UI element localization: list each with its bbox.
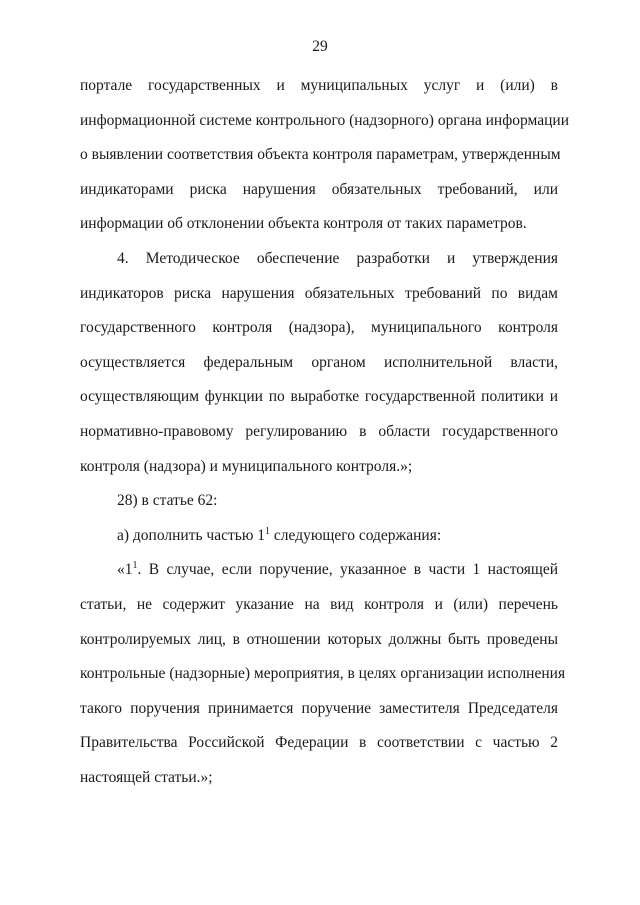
text-line <box>80 519 558 554</box>
text-line: государственного контроля (надзора), муниципального контроля <box>80 319 558 337</box>
text-line: Правительства Российской Федерации в соответствии с частью 2 <box>80 734 558 752</box>
text-line: осуществляется федеральным органом исполнительной власти, <box>80 353 558 371</box>
paragraph-subitem-a <box>80 519 558 554</box>
text-line: осуществляющим функции по выработке государственной политики и <box>80 388 558 406</box>
text-line: нормативно-правовому регулированию в области государственного <box>80 422 558 440</box>
text-line: 4. Методическое обеспечение разработки и утверждения <box>117 249 558 267</box>
text-fragment: . В случае, если поручение, указанное в части 1 настоящей <box>137 561 558 579</box>
text-line: такого поручения принимается поручение заместителя Председателя <box>80 699 558 717</box>
text-line: информационной системе контрольного (надзорного) органа информации <box>80 111 569 129</box>
text-line: о выявлении соответствия объекта контроля параметрам, утвержденным <box>80 146 561 164</box>
text-line: индикаторами риска нарушения обязательных требований, или <box>80 180 558 198</box>
paragraph-portal-info <box>80 69 569 242</box>
text-line: индикаторов риска нарушения обязательных требований по видам <box>80 284 558 302</box>
superscript: 1 <box>265 525 271 537</box>
text-fragment: следующего содержания: <box>270 526 442 544</box>
text-line: контролируемых лиц, в отношении которых должны быть проведены <box>80 630 558 648</box>
text-line <box>80 553 558 588</box>
paragraph-article-62 <box>80 484 558 519</box>
paragraph-item-4 <box>80 242 558 484</box>
document-body <box>80 69 569 795</box>
text-line: настоящей статьи.»; <box>80 768 213 786</box>
text-line: информации об отклонении объекта контроля от таких параметров. <box>80 215 527 233</box>
page-number: 29 <box>312 38 328 55</box>
superscript: 1 <box>132 560 138 572</box>
text-fragment: а) дополнить частью 1 <box>117 526 266 544</box>
text-line: контрольные (надзорные) мероприятия, в целях организации исполнения <box>80 665 566 683</box>
text-line: контроля (надзора) и муниципального контроля.»; <box>80 457 413 475</box>
text-line: 28) в статье 62: <box>117 492 218 510</box>
text-line: порталe государственных и муниципальных услуг и (или) в <box>80 77 558 94</box>
text-line: статьи, не содержит указание на вид контроля и (или) перечень <box>80 595 558 613</box>
text-fragment: «1 <box>117 561 133 579</box>
paragraph-part-1-1 <box>80 553 566 795</box>
